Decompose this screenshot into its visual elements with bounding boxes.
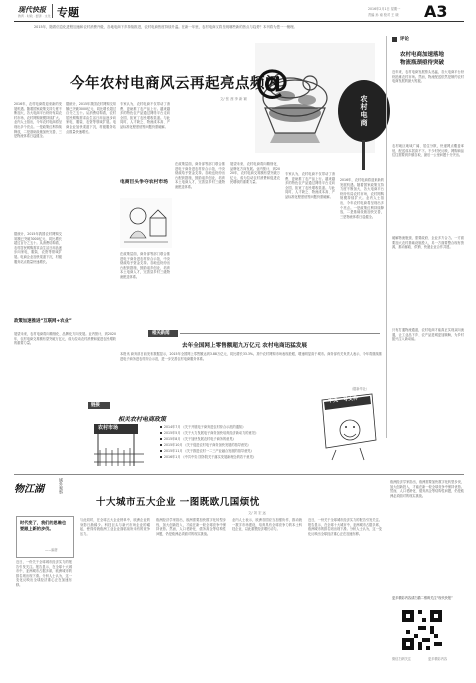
links-label: 链接 xyxy=(91,403,100,408)
related-news xyxy=(120,330,384,392)
sign-text: 农村电商 xyxy=(360,95,368,127)
sidebar-comment xyxy=(390,36,466,436)
quote-text: 时代变了，我们的思维也要跟上新的步伐。 xyxy=(20,520,67,531)
bottom-top-rule xyxy=(14,474,464,475)
list-item: 2015年8月 《关于加快发展农村电子商务的意见》 xyxy=(160,436,310,442)
at-symbol-icon: @ xyxy=(255,62,289,102)
bottom-p5: 近日，一份关于全球城市经济实力的报告引发关注。报告显示，在全球十大城市中，亚洲城市占据多席，欧洲城市的排名则出现下滑。分析人士认为，这一变化反映出全球经济重心正在加速东移。 xyxy=(308,518,382,536)
quote-author: ——编者 xyxy=(45,548,58,552)
bullet-icon xyxy=(160,426,162,428)
comment-label-bar xyxy=(390,36,466,44)
related-label: 相关新闻 xyxy=(152,331,170,336)
list-item: 2015年10月 《关于促进农村电子商务加快发展的指导意见》 xyxy=(160,442,310,448)
lead-col-3b: 在政策层面，商务部等部门联合推进电子商务进农村综合示范，中央财政给予资金支持。各地也纷纷出台配套措施，鼓励返乡创业，培育本土电商人才，完善县乡村三级物流配送体系。 xyxy=(120,252,170,279)
list-item: 2014年7月 《关于开展电子商务进农村综合示范的通知》 xyxy=(160,424,310,430)
market-sign-label: 农村市场 xyxy=(98,425,119,431)
related-title: 去年全国网上零售额超九万亿元 农村电商迅猛发展 xyxy=(182,343,308,349)
bullet-icon xyxy=(160,450,162,452)
rural-ecommerce-sign xyxy=(338,80,390,142)
comment-p4: 只有打通物流通道，农村电商才能真正实现双向流通，让工业品下乡、农产品进城更加顺畅，为乡村振兴注入新动能。 xyxy=(392,328,464,342)
list-item: 2015年5月 《关于大力发展电子商务加快培育经济新动力的意见》 xyxy=(160,430,310,436)
comment-p3: 破解物流瓶颈，需要政府、企业多方合力。一方面要加大农村基础设施投入，另一方面要整合现有资源，推动邮政、供销、快递企业合作共建。 xyxy=(392,236,464,250)
document-illustration xyxy=(316,390,382,462)
bottom-byline: 文/ 刘 宏 远 xyxy=(248,511,266,515)
qr-label-2: 更多精彩内容 xyxy=(428,657,448,661)
date-line: 2016年2月1日 星期一 xyxy=(368,7,401,11)
bottom-p4: 业内人士表示，欧洲各国应当加强协作，推动统一数字市场建设，培育具有全球竞争力的本土科技企业，以此重塑经济增长动力。 xyxy=(232,518,302,532)
lead-col-7: 2016年，农村电商将迎来新的发展机遇。随着国家政策支持力度不断加大，各大电商平台纷纷布局农村市场，农村网购规模持续扩大。业内人士指出，今年农村电商将呈现出多个亮点。一是政策红利持续释放，二是基础设施加快完善，三是物流体系日趋健全。 xyxy=(340,178,384,219)
sidebar-divider xyxy=(386,36,387,438)
qr-code-icon[interactable] xyxy=(402,610,442,650)
comment-title-1: 农村电商加速落地 xyxy=(400,52,445,58)
editor-line: 责编 孙 南 校对 王 晓 xyxy=(368,13,399,17)
comment-p1: 近年来，农村电商发展势头迅猛，各大电商平台纷纷抢滩农村市场。然而，物流配送依然是制约农村电商发展的最大短板。 xyxy=(392,70,464,84)
related-text: 本报讯 商务部日前发布数据显示，2015年全国网上零售额达到3.88万亿元，同比增长33.3%。其中农村网购市场表现抢眼，增速明显高于城市。商务部有关负责人表示，今年将继续推进电子商务进农村综合示范，进一步完善农村电商服务体系。 xyxy=(120,352,382,361)
links-title: 相关农村电商政策 xyxy=(118,416,167,423)
list-item: 2016年1月 《中共中央 国务院关于落实发展新理念的若干意见》 xyxy=(160,454,310,460)
column-emblem xyxy=(14,478,74,518)
section-title: 专题 xyxy=(57,6,79,19)
lead-col-4: 在政策层面，商务部等部门联合推进电子商务进农村综合示范，中央财政给予资金支持。各地也纷纷出台配套措施，鼓励返乡创业，培育本土电商人才，完善县乡村三级物流配送体系。 xyxy=(175,162,225,189)
comment-p2: 农村地区地域广阔、居住分散，快递网点覆盖率低，配送成本居高不下。不少村民反映，网购商品往往需要到乡镇自取，最后一公里问题十分突出。 xyxy=(392,144,464,158)
bullet-icon xyxy=(160,444,162,446)
bullet-icon xyxy=(160,432,162,434)
subhead-1: 电商巨头争夺农村市场 xyxy=(120,180,168,185)
list-item: 2015年11月 《关于推进农村一二三产业融合发展的指导意见》 xyxy=(160,448,310,454)
lead-col-2: 据统计，2015年我国农村网购交易额已突破3000亿元，同比增长超过百分之五十。从消费结构看，农村居民网购需求由生活日用品逐步向家电、服装、农资等领域扩展。电商企业加快渠道下沉，村级服务站点数量快速增长。 xyxy=(66,102,116,134)
comment-label: 评论 xyxy=(400,37,409,42)
lead-col-6: 专家认为，农村电商不仅带动了消费，更助推了农产品上行。越来越多的特色农产品通过网络平台走向全国，拓宽了农民增收渠道。与此同时，人才缺乏、物流成本高、产品标准化程度低等问题仍需破解。 xyxy=(285,172,335,199)
related-rule xyxy=(180,333,380,334)
links-list xyxy=(160,424,310,460)
related-source: （据新华社） xyxy=(350,387,370,391)
masthead-logo: 现代快报 xyxy=(18,5,46,14)
column-sub: 域外观察 xyxy=(59,478,64,494)
bottom-p2: 与此同时，在全球五大企业榜单中，欧洲企业的身影日渐稀少。科技巨头与新兴市场企业的崛起，使得传统欧洲工业企业面临前所未有的竞争压力。 xyxy=(80,518,150,536)
bottom-p3: 欧洲经济学家指出，欧洲需要加快数字化转型步伐，加大创新投入，才能在新一轮全球竞争中保持优势。然而，人口老龄化、债务高企等结构性问题，仍是欧洲必须面对的现实挑战。 xyxy=(156,518,226,536)
lead-byline: 文/ 张 茜 李 新 颖 xyxy=(220,97,247,101)
links-section xyxy=(88,395,384,470)
bullet-icon xyxy=(160,456,162,458)
masthead-issue: 教育 · 时政 · 经济 · 文化 xyxy=(18,14,51,18)
bottom-p6: 欧洲经济学家指出，欧洲需要加快数字化转型步伐，加大创新投入，才能在新一轮全球竞争中保持优势。然而，人口老龄化、债务高企等结构性问题，仍是欧洲必须面对的现实挑战。 xyxy=(390,480,464,498)
column-name: 物江湖 xyxy=(14,484,44,495)
cartoon-illustration xyxy=(120,198,172,248)
qr-caption: 更多精彩内容请扫描二维码关注“现代快报” xyxy=(392,596,453,600)
lead-article-title: 今年农村电商风云再起亮点频闪 xyxy=(70,76,280,92)
page-number: A3 xyxy=(424,2,448,21)
bottom-p1: 近日，一份关于全球城市经济实力的报告引发关注。报告显示，在全球十大城市中，亚洲城市占据多席，欧洲城市的排名则出现下滑。分析人士认为，这一变化反映出全球经济重心正在加速东移。 xyxy=(16,560,72,587)
lead-col-5: 展望未来，农村电商将向精细化、品牌化方向发展。业内预计，到2020年，农村电商交易额有望突破万亿元，成为拉动农村消费和促进农民增收的重要力量。 xyxy=(230,162,280,185)
doc-label: 中央一号文件 xyxy=(327,395,359,405)
lead-col-2b: 展望未来，农村电商将向精细化、品牌化方向发展。业内预计，到2020年，农村电商交易额有望突破万亿元，成为拉动农村消费和促进农民增收的重要力量。 xyxy=(14,332,116,346)
subhead-2: 政策加速推进“互联网+农业” xyxy=(14,319,72,324)
lead-col-1: 2016年，农村电商将迎来新的发展机遇。随着国家政策支持力度不断加大，各大电商平台纷纷布局农村市场，农村网购规模持续扩大。业内人士指出，今年农村电商将呈现出多个亮点。一是政策红利持续释放，二是基础设施加快完善，三是物流体系日趋健全。 xyxy=(14,102,62,139)
bullet-icon xyxy=(160,438,162,440)
masthead-rule xyxy=(14,21,464,22)
intro-text: 2015年，随着信息化进程加速和农村消费升级，各地电商下乡持续推进，农村电商热度持续升温。在新一年里，农村电商又将呈现哪些新的热点与趋势？本刊将为您一一梳理。 xyxy=(34,25,297,29)
lead-col-1b: 据统计，2015年我国农村网购交易额已突破3000亿元，同比增长超过百分之五十。从消费结构看，农村居民网购需求由生活日用品逐步向家电、服装、农资等领域扩展。电商企业加快渠道下沉，村级服务站点数量快速增长。 xyxy=(14,232,62,264)
qr-label-1: 微信扫码关注 xyxy=(392,657,412,661)
market-illustration xyxy=(88,420,152,470)
bottom-title: 十大城市五大企业 一图既欧几国烦忧 xyxy=(96,497,260,508)
comment-marker-icon xyxy=(392,37,397,42)
lead-col-3: 专家认为，农村电商不仅带动了消费，更助推了农产品上行。越来越多的特色农产品通过网络平台走向全国，拓宽了农民增收渠道。与此同时，人才缺乏、物流成本高、产品标准化程度低等问题仍需破解。 xyxy=(120,102,170,129)
comment-title-2: 物流瓶颈亟待突破 xyxy=(400,60,445,66)
section-divider-icon xyxy=(52,4,53,18)
sign-pole-icon xyxy=(362,140,365,170)
quote-box xyxy=(16,516,74,558)
masthead xyxy=(0,0,476,22)
